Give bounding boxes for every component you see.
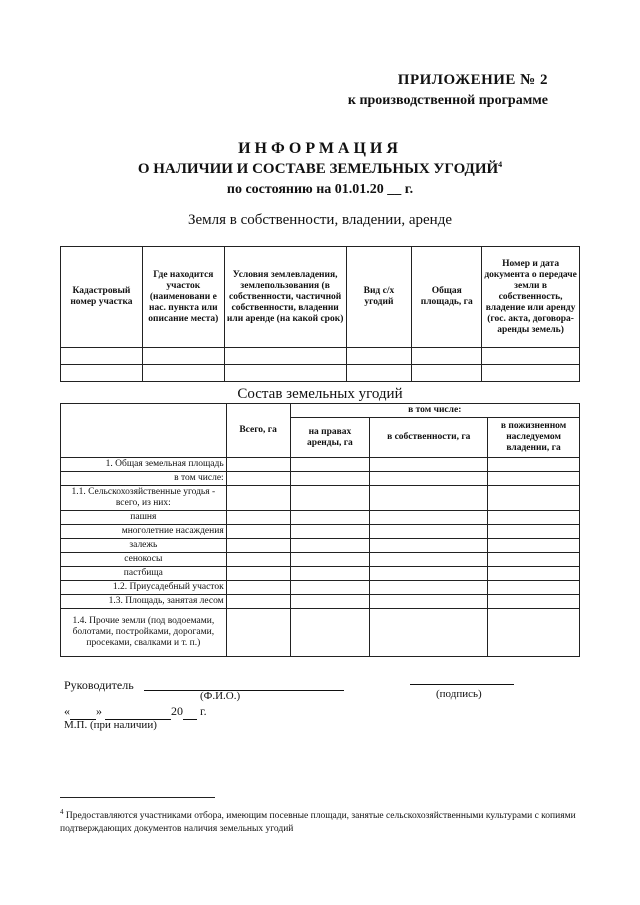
footnote-divider — [60, 797, 215, 798]
row-label: пашня — [61, 511, 227, 525]
table-cell[interactable] — [346, 348, 412, 365]
table-cell[interactable] — [226, 581, 290, 595]
table-cell[interactable] — [412, 365, 482, 382]
row-label: 1.1. Сельскохозяйственные угодья - всего, из них: — [61, 486, 227, 511]
table-cell[interactable] — [290, 539, 370, 553]
table-cell[interactable] — [224, 365, 346, 382]
table-row — [61, 458, 580, 472]
table-cell[interactable] — [370, 458, 488, 472]
row-label: в том числе: — [61, 472, 227, 486]
date-open-quote: « — [64, 704, 70, 718]
row-label: многолетние насаждения — [61, 525, 227, 539]
table-cell[interactable] — [226, 511, 290, 525]
row-label: залежь — [61, 539, 227, 553]
table-cell[interactable] — [290, 609, 370, 657]
col-location: Где находится участок (наименовани е нас. пункта или описание места) — [142, 247, 224, 348]
section2-heading: Состав земельных угодий — [237, 386, 403, 402]
table-header-row — [61, 247, 580, 348]
table-cell[interactable] — [488, 458, 580, 472]
table-row — [61, 511, 580, 525]
col-life-tenure: в пожизненном наследуемом владении, га — [488, 418, 580, 458]
table-cell[interactable] — [224, 348, 346, 365]
document-title — [0, 140, 640, 198]
table-cell[interactable] — [488, 511, 580, 525]
table-cell[interactable] — [370, 553, 488, 567]
table-cell[interactable] — [488, 581, 580, 595]
table-cell[interactable] — [142, 348, 224, 365]
table-cell[interactable] — [370, 539, 488, 553]
fio-line[interactable] — [144, 690, 344, 691]
col-total: Всего, га — [226, 404, 290, 458]
table-cell[interactable] — [290, 472, 370, 486]
table-cell[interactable] — [370, 525, 488, 539]
table-cell[interactable] — [61, 365, 143, 382]
footnote — [60, 806, 590, 836]
table-cell[interactable] — [290, 525, 370, 539]
table-row — [61, 486, 580, 511]
table-cell[interactable] — [226, 486, 290, 511]
table-cell[interactable] — [290, 595, 370, 609]
table-cell[interactable] — [226, 595, 290, 609]
table-cell[interactable] — [370, 486, 488, 511]
table-cell[interactable] — [488, 539, 580, 553]
table-cell[interactable] — [488, 553, 580, 567]
table-row — [61, 365, 580, 382]
table-cell[interactable] — [488, 472, 580, 486]
table-row — [61, 525, 580, 539]
table-cell[interactable] — [226, 567, 290, 581]
table-row — [61, 553, 580, 567]
table-cell[interactable] — [488, 525, 580, 539]
table-row — [61, 348, 580, 365]
signature-caption: (подпись) — [436, 688, 482, 700]
row-label: 1.3. Площадь, занятая лесом — [61, 595, 227, 609]
table-cell[interactable] — [290, 486, 370, 511]
table-cell[interactable] — [226, 539, 290, 553]
col-cadastral: Кадастровый номер участка — [61, 247, 143, 348]
footnote-mark: 4 — [60, 808, 64, 816]
table-cell[interactable] — [370, 581, 488, 595]
table-cell[interactable] — [482, 365, 580, 382]
title-footnote-mark: 4 — [498, 160, 503, 169]
table-cell[interactable] — [226, 458, 290, 472]
table-row — [61, 581, 580, 595]
table-cell[interactable] — [370, 472, 488, 486]
row-label: 1.2. Приусадебный участок — [61, 581, 227, 595]
appendix-number: ПРИЛОЖЕНИЕ № 2 — [397, 72, 548, 88]
date-close-quote: » — [96, 704, 102, 718]
table-cell[interactable] — [482, 348, 580, 365]
land-composition-table — [60, 403, 580, 657]
land-ownership-table — [60, 246, 580, 382]
table-cell[interactable] — [290, 458, 370, 472]
row-label: 1.4. Прочие земли (под водоемами, болотами, постройками, дорогами, просеками, свалками и т. п.) — [61, 609, 227, 657]
table-cell[interactable] — [346, 365, 412, 382]
row-label: пастбища — [61, 567, 227, 581]
table-row — [61, 472, 580, 486]
col-land-type: Вид с/х угодий — [346, 247, 412, 348]
title-line3: по состоянию на 01.01.20 __ г. — [226, 182, 414, 197]
date-month-line[interactable] — [105, 704, 171, 720]
appendix-subtitle: к производственной программе — [347, 93, 548, 108]
table-cell[interactable] — [488, 567, 580, 581]
table-cell[interactable] — [370, 567, 488, 581]
table-cell[interactable] — [290, 553, 370, 567]
col-including: в том числе: — [290, 404, 579, 418]
date-year-line[interactable] — [183, 704, 197, 720]
table-cell[interactable] — [412, 348, 482, 365]
table-cell[interactable] — [488, 486, 580, 511]
head-label: Руководитель — [64, 678, 134, 692]
table-cell[interactable] — [290, 511, 370, 525]
table-cell[interactable] — [488, 595, 580, 609]
col-own: в собственности, га — [370, 418, 488, 458]
table-row — [61, 539, 580, 553]
table-cell[interactable] — [370, 511, 488, 525]
footnote-text: Предоставляются участниками отбора, имеющим посевные площади, занятые сельскохозяйственными культурами с копиями подтверждающих документов наличия земельных угодий — [60, 811, 576, 835]
title-line2: О НАЛИЧИИ И СОСТАВЕ ЗЕМЕЛЬНЫХ УГОДИЙ$^4$ — [137, 160, 503, 177]
signature-line[interactable] — [410, 684, 514, 685]
fio-caption: (Ф.И.О.) — [200, 690, 241, 702]
table-header-row — [61, 404, 580, 418]
table-cell[interactable] — [226, 525, 290, 539]
title-line1: ИНФОРМАЦИЯ — [238, 140, 402, 157]
table-cell[interactable] — [290, 567, 370, 581]
col-conditions: Условия землевладения, землепользования (в собственности, частичной собственности, владении или аренде (на какой срок) — [224, 247, 346, 348]
date-field — [64, 704, 207, 720]
date-day-line[interactable] — [70, 704, 96, 720]
col-blank — [61, 404, 227, 458]
col-document: Номер и дата документа о передаче земли в собственность, владение или аренду (гос. акта, договора-аренды земель) — [482, 247, 580, 348]
section1-heading: Земля в собственности, владении, аренде — [188, 212, 452, 228]
table-cell[interactable] — [290, 581, 370, 595]
table-row — [61, 595, 580, 609]
table-cell[interactable] — [61, 348, 143, 365]
table-cell[interactable] — [226, 609, 290, 657]
table-cell[interactable] — [226, 553, 290, 567]
row-label: 1. Общая земельная площадь — [61, 458, 227, 472]
row-label: сенокосы — [61, 553, 227, 567]
table-row — [61, 567, 580, 581]
date-year-prefix: 20 — [171, 704, 183, 718]
date-year-suffix: г. — [200, 704, 207, 718]
stamp-note: М.П. (при наличии) — [64, 719, 157, 731]
appendix-header — [348, 72, 548, 109]
table-cell[interactable] — [370, 609, 488, 657]
table-cell[interactable] — [488, 609, 580, 657]
table-cell[interactable] — [370, 595, 488, 609]
table-cell[interactable] — [226, 472, 290, 486]
col-area: Общая площадь, га — [412, 247, 482, 348]
table-cell[interactable] — [142, 365, 224, 382]
table-row — [61, 609, 580, 657]
col-lease: на правах аренды, га — [290, 418, 370, 458]
